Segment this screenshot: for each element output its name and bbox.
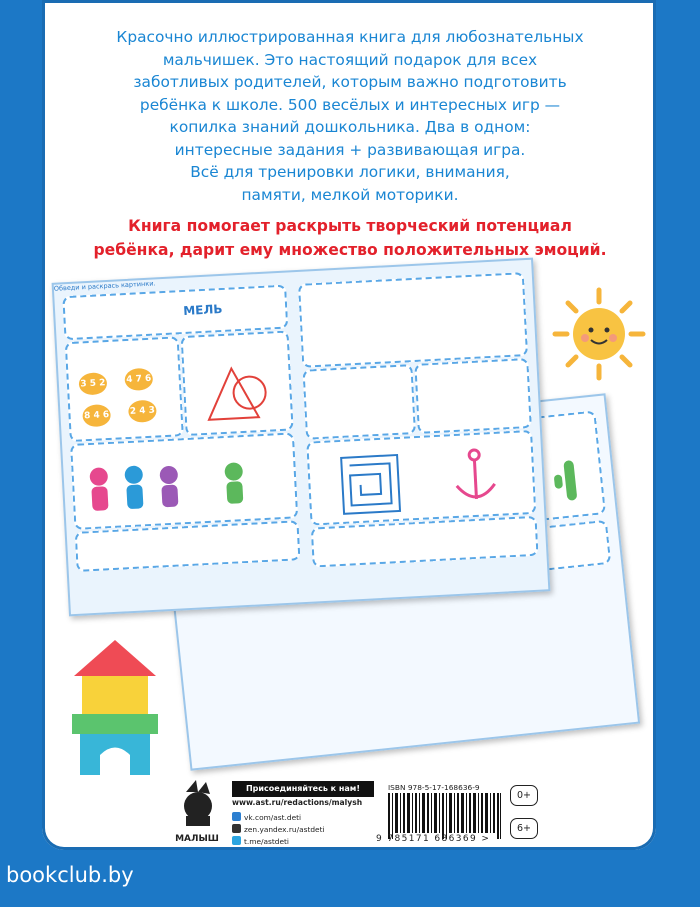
publisher-logo-text: МАЛЫШ (175, 834, 219, 844)
description-line: ребёнка к школе. 500 весёлых и интересных игр — (139, 95, 561, 114)
activity-panel-maze (306, 430, 536, 526)
activity-panel-triangle (181, 331, 294, 437)
activity-panel-eggs (65, 336, 184, 442)
barcode-digits: 9 785171 686369 > (376, 834, 491, 844)
sun-icon (551, 286, 647, 382)
barcode-icon (386, 793, 502, 839)
highlight-line: ребёнка, дарит ему множество положительных эмоций. (93, 241, 607, 259)
telegram-icon (232, 836, 241, 845)
scalloped-edge-right (650, 0, 664, 850)
highlight-line: Книга помогает раскрыть творческий потенциал (128, 217, 572, 235)
social-link-label: t.me/astdeti (244, 837, 289, 846)
triangle-circle-icon (196, 361, 279, 425)
description-line: памяти, мелкой моторики. (241, 185, 459, 204)
vk-icon (232, 812, 241, 821)
activity-panel-sun (414, 358, 532, 434)
social-link-vk[interactable] (232, 812, 301, 822)
number-egg: 4 7 6 (124, 368, 153, 391)
description-line: Красочно иллюстрированная книга для любознательных (116, 28, 584, 46)
description-line: копилка знаний дошкольника. Два в одном: (169, 118, 531, 136)
isbn-text: ISBN 978-5-17-168636-9 (388, 783, 480, 792)
age-rating-badge: 6+ (510, 818, 538, 839)
social-link-telegram[interactable] (232, 836, 289, 846)
toy-blocks-icon (70, 640, 160, 775)
children-silhouettes-icon (83, 455, 275, 515)
activity-panel-shells (298, 272, 528, 368)
word-card: МЕЛЬ (182, 301, 223, 318)
social-link-label: vk.com/ast.deti (244, 813, 302, 822)
description-text (60, 26, 640, 206)
publisher-logo-icon (172, 778, 222, 846)
number-egg: 2 4 3 (128, 400, 157, 423)
social-link-zen[interactable] (232, 824, 325, 834)
cactus-icon (548, 453, 593, 507)
book-spread-front (52, 258, 551, 617)
activity-panel-coins (302, 364, 416, 440)
age-rating-badge: 0+ (510, 785, 538, 806)
page-caption: Обведи и раскрась картинки. (53, 279, 156, 293)
join-banner: Присоединяйтесь к нам! (232, 781, 374, 797)
social-link-label: zen.yandex.ru/astdeti (244, 825, 325, 834)
number-egg: 3 5 2 (78, 372, 107, 395)
activity-panel-silhouettes (70, 432, 298, 530)
description-line: интересные задания + развивающая игра. (174, 140, 526, 159)
anchor-icon (449, 446, 502, 509)
number-egg: 8 4 6 (82, 404, 111, 427)
website-link[interactable]: www.ast.ru/redactions/malysh (232, 798, 363, 807)
highlight-text (60, 214, 640, 262)
scalloped-edge-left (30, 0, 44, 850)
description-line: мальчишек. Это настоящий подарок для всех (162, 50, 538, 69)
description-line: заботливых родителей, которым важно подготовить (133, 73, 567, 91)
maze-icon (339, 453, 402, 516)
zen-icon (232, 824, 241, 833)
watermark-text: bookclub.by (6, 863, 134, 887)
description-line: Всё для тренировки логики, внимания, (190, 163, 510, 181)
